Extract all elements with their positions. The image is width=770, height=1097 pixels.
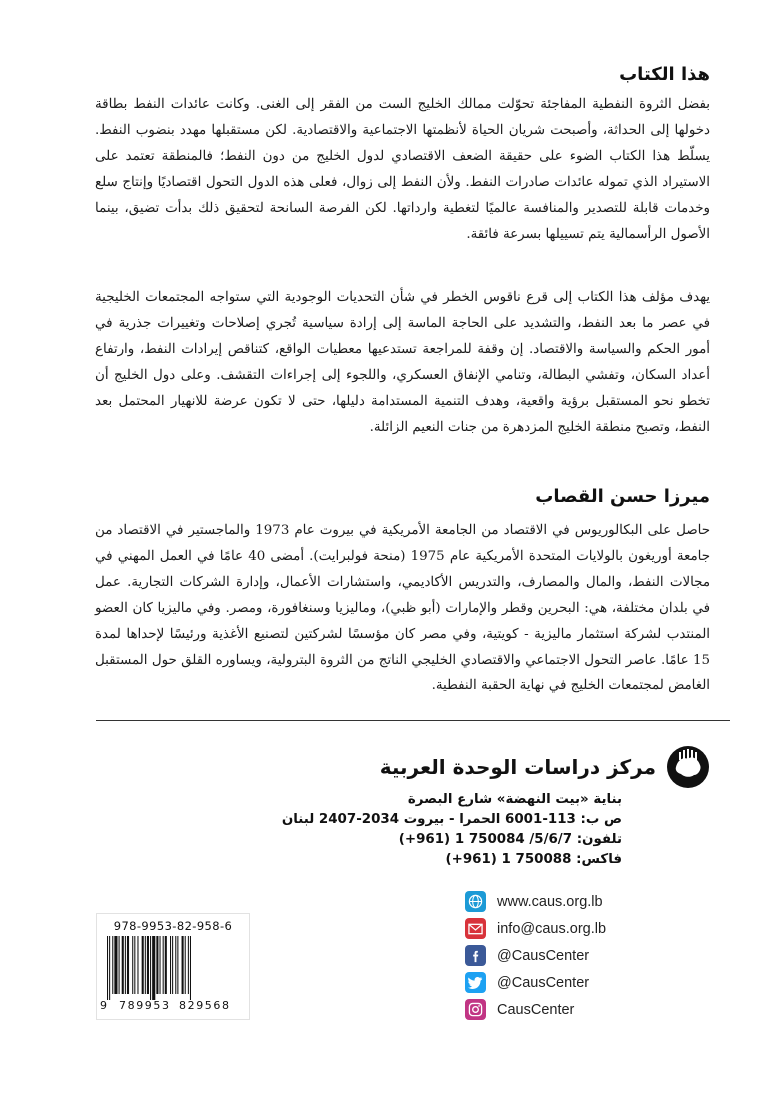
about-paragraph-1: بفضل الثروة النفطية المفاجئة تحوّلت ممالك الخليج الست من الفقر إلى الغنى. وكانت عائدات النفط بطاقة دخولها إلى الحداثة، وأصبحت شريان الحياة لأنظمتها الاجتماعية والاقتصادية. لكن مستقبلها مهدد بنضوب النفط. يسلّط هذا الكتاب الضوء على حقيقة الضعف الاقتصادي لدول الخليج من دون النفط؛ فالمنطقة تعتمد على الاستيراد الذي تموله عائدات صادرات النفط. ولأن النفط إلى زوال، فعلى هذه الدول التحول اقتصاديًا وإنتاج سلع وخدمات قابلة للتصدير والمنافسة عالميًا لتغطية وارداتها. لكن الفرصة السانحة لتحقيق ذلك بدأت تضيق، بينما الأصول الرأسمالية يتم تسييلها بسرعة فائقة. <box>95 97 710 242</box>
barcode-bar <box>145 936 146 994</box>
barcode-bar <box>182 936 184 994</box>
barcode-bar <box>109 936 110 1000</box>
fax-line <box>282 850 622 870</box>
barcode-bar <box>132 936 133 994</box>
contact-instagram[interactable] <box>465 996 606 1023</box>
barcode-bar <box>125 936 126 994</box>
barcode-bar <box>147 936 149 994</box>
about-paragraph-2: يهدف مؤلف هذا الكتاب إلى قرع ناقوس الخطر في شأن التحديات الوجودية التي ستواجه المجتمعات الخليجية في عصر ما بعد النفط، والتشديد على الحاجة الماسة إلى إرادة سياسية تُجري إصلاحات وتغييرات جذرية في أمور الحكم والسياسة والاقتصاد. إن وقفة للمراجعة تستدعيها معطيات الواقع، كتناقص إيرادات النفط، وارتفاع أعداد السكان، وتفشي البطالة، وتنامي الإنفاق العسكري، واللجوء إلى إجراءات التقشف. وعلى دول الخليج أن تخطو نحو المستقبل برؤية واقعية، وهدف التنمية المستدامة دليلها، حتى لا تكون عرضة للانهيار المحتمل بعد النفط، وتصبح منطقة الخليج المزدهرة من جنات النعيم الزائلة. <box>95 290 710 435</box>
barcode-bar <box>142 936 144 994</box>
barcode-bar <box>170 936 171 994</box>
barcode-bar <box>134 936 135 994</box>
isbn-number: 978-9953-82-958-6 <box>113 919 233 933</box>
barcode-bar <box>175 936 176 994</box>
caus-logo-icon <box>666 745 710 789</box>
twitter-icon <box>465 972 486 993</box>
barcode-digit-first: 9 <box>100 999 107 1012</box>
author-bio: حاصل على البكالوريوس في الاقتصاد من الجامعة الأمريكية في بيروت عام 1973 والماجستير في الاقتصاد من جامعة أوريغون بالولايات المتحدة الأمريكية عام 1975 (منحة فولبرايت). أمضى 40 عامًا في العمل المهني في مجالات النفط، والمال والمصارف، والتدريس الأكاديمي، واستشارات الأعمال، وإدارة الشركات التجارية. عمل في بلدان مختلفة، هي: البحرين وقطر والإمارات (أبو ظبي)، وماليزيا وسنغافورة، ومصر. وفي ماليزيا كان العضو المنتدب لشركة استثمار ماليزية - كويتية، وفي مصر كان مؤسسًا لشركتين لتصنيع الأغذية ورئيسًا لإحداها لمدة 15 عامًا. عاصر التحول الاجتماعي والاقتصادي الخليجي الناتج من الثروة البترولية، ويساوره القلق حول المستقبل الغامض لمجتمعات الخليج في نهاية الحقبة النفطية. <box>95 523 711 694</box>
instagram-icon <box>465 999 486 1020</box>
barcode-bar <box>137 936 138 994</box>
contact-email[interactable] <box>465 915 606 942</box>
phone-label: تلفون: <box>576 832 622 847</box>
divider <box>96 720 730 721</box>
phone-line <box>282 830 622 850</box>
barcode-bar <box>163 936 164 994</box>
facebook-icon <box>465 945 486 966</box>
barcode-bar <box>152 936 155 1000</box>
barcode-bar <box>177 936 178 994</box>
barcode-bars <box>107 936 239 1000</box>
fax-value: (+961) 1 750088 <box>445 852 572 867</box>
barcode-bar <box>165 936 167 994</box>
barcode-bar <box>127 936 129 994</box>
website-link[interactable]: www.caus.org.lb <box>497 893 603 910</box>
facebook-link[interactable]: @CausCenter <box>497 947 590 964</box>
barcode-bar <box>107 936 108 1000</box>
email-link[interactable]: info@caus.org.lb <box>497 920 607 937</box>
instagram-link[interactable]: CausCenter <box>497 1001 575 1018</box>
po-box-value: 113-6001 الحمرا - بيروت 2034-2407 لبنان <box>281 812 576 827</box>
barcode-digits-group-1: 789953 <box>119 999 171 1012</box>
phone-value: (+961) 1 750084 /5/6/7 <box>398 832 573 847</box>
about-heading: هذا الكتاب <box>619 64 710 85</box>
fax-label: فاكس: <box>576 852 622 867</box>
address-line: بناية «بيت النهضة» شارع البصرة <box>407 792 622 807</box>
barcode-bar <box>185 936 186 994</box>
barcode-bar <box>190 936 191 1000</box>
barcode-bar <box>172 936 173 994</box>
barcode-bar <box>114 936 117 994</box>
contact-twitter[interactable] <box>465 969 606 996</box>
web-icon <box>465 891 486 912</box>
barcode-bar <box>188 936 189 994</box>
email-icon <box>465 918 486 939</box>
barcode-bar <box>160 936 161 994</box>
publisher-header <box>380 745 710 789</box>
barcode-bar <box>150 936 151 1000</box>
contact-facebook[interactable] <box>465 942 606 969</box>
author-name: ميرزا حسن القصاب <box>535 486 710 507</box>
contact-website[interactable] <box>465 888 606 915</box>
po-box-label: ص ب: <box>580 812 622 827</box>
twitter-link[interactable]: @CausCenter <box>497 974 590 991</box>
contact-list <box>465 888 606 1023</box>
barcode-bar <box>119 936 120 994</box>
publisher-name: مركز دراسات الوحدة العربية <box>379 755 656 779</box>
barcode-digits-group-2: 829568 <box>179 999 231 1012</box>
isbn-barcode <box>96 913 250 1020</box>
barcode-bar <box>156 936 158 994</box>
barcode-bar <box>122 936 124 994</box>
po-box-line <box>282 810 622 830</box>
publisher-address <box>282 790 622 870</box>
barcode-bar <box>112 936 113 994</box>
